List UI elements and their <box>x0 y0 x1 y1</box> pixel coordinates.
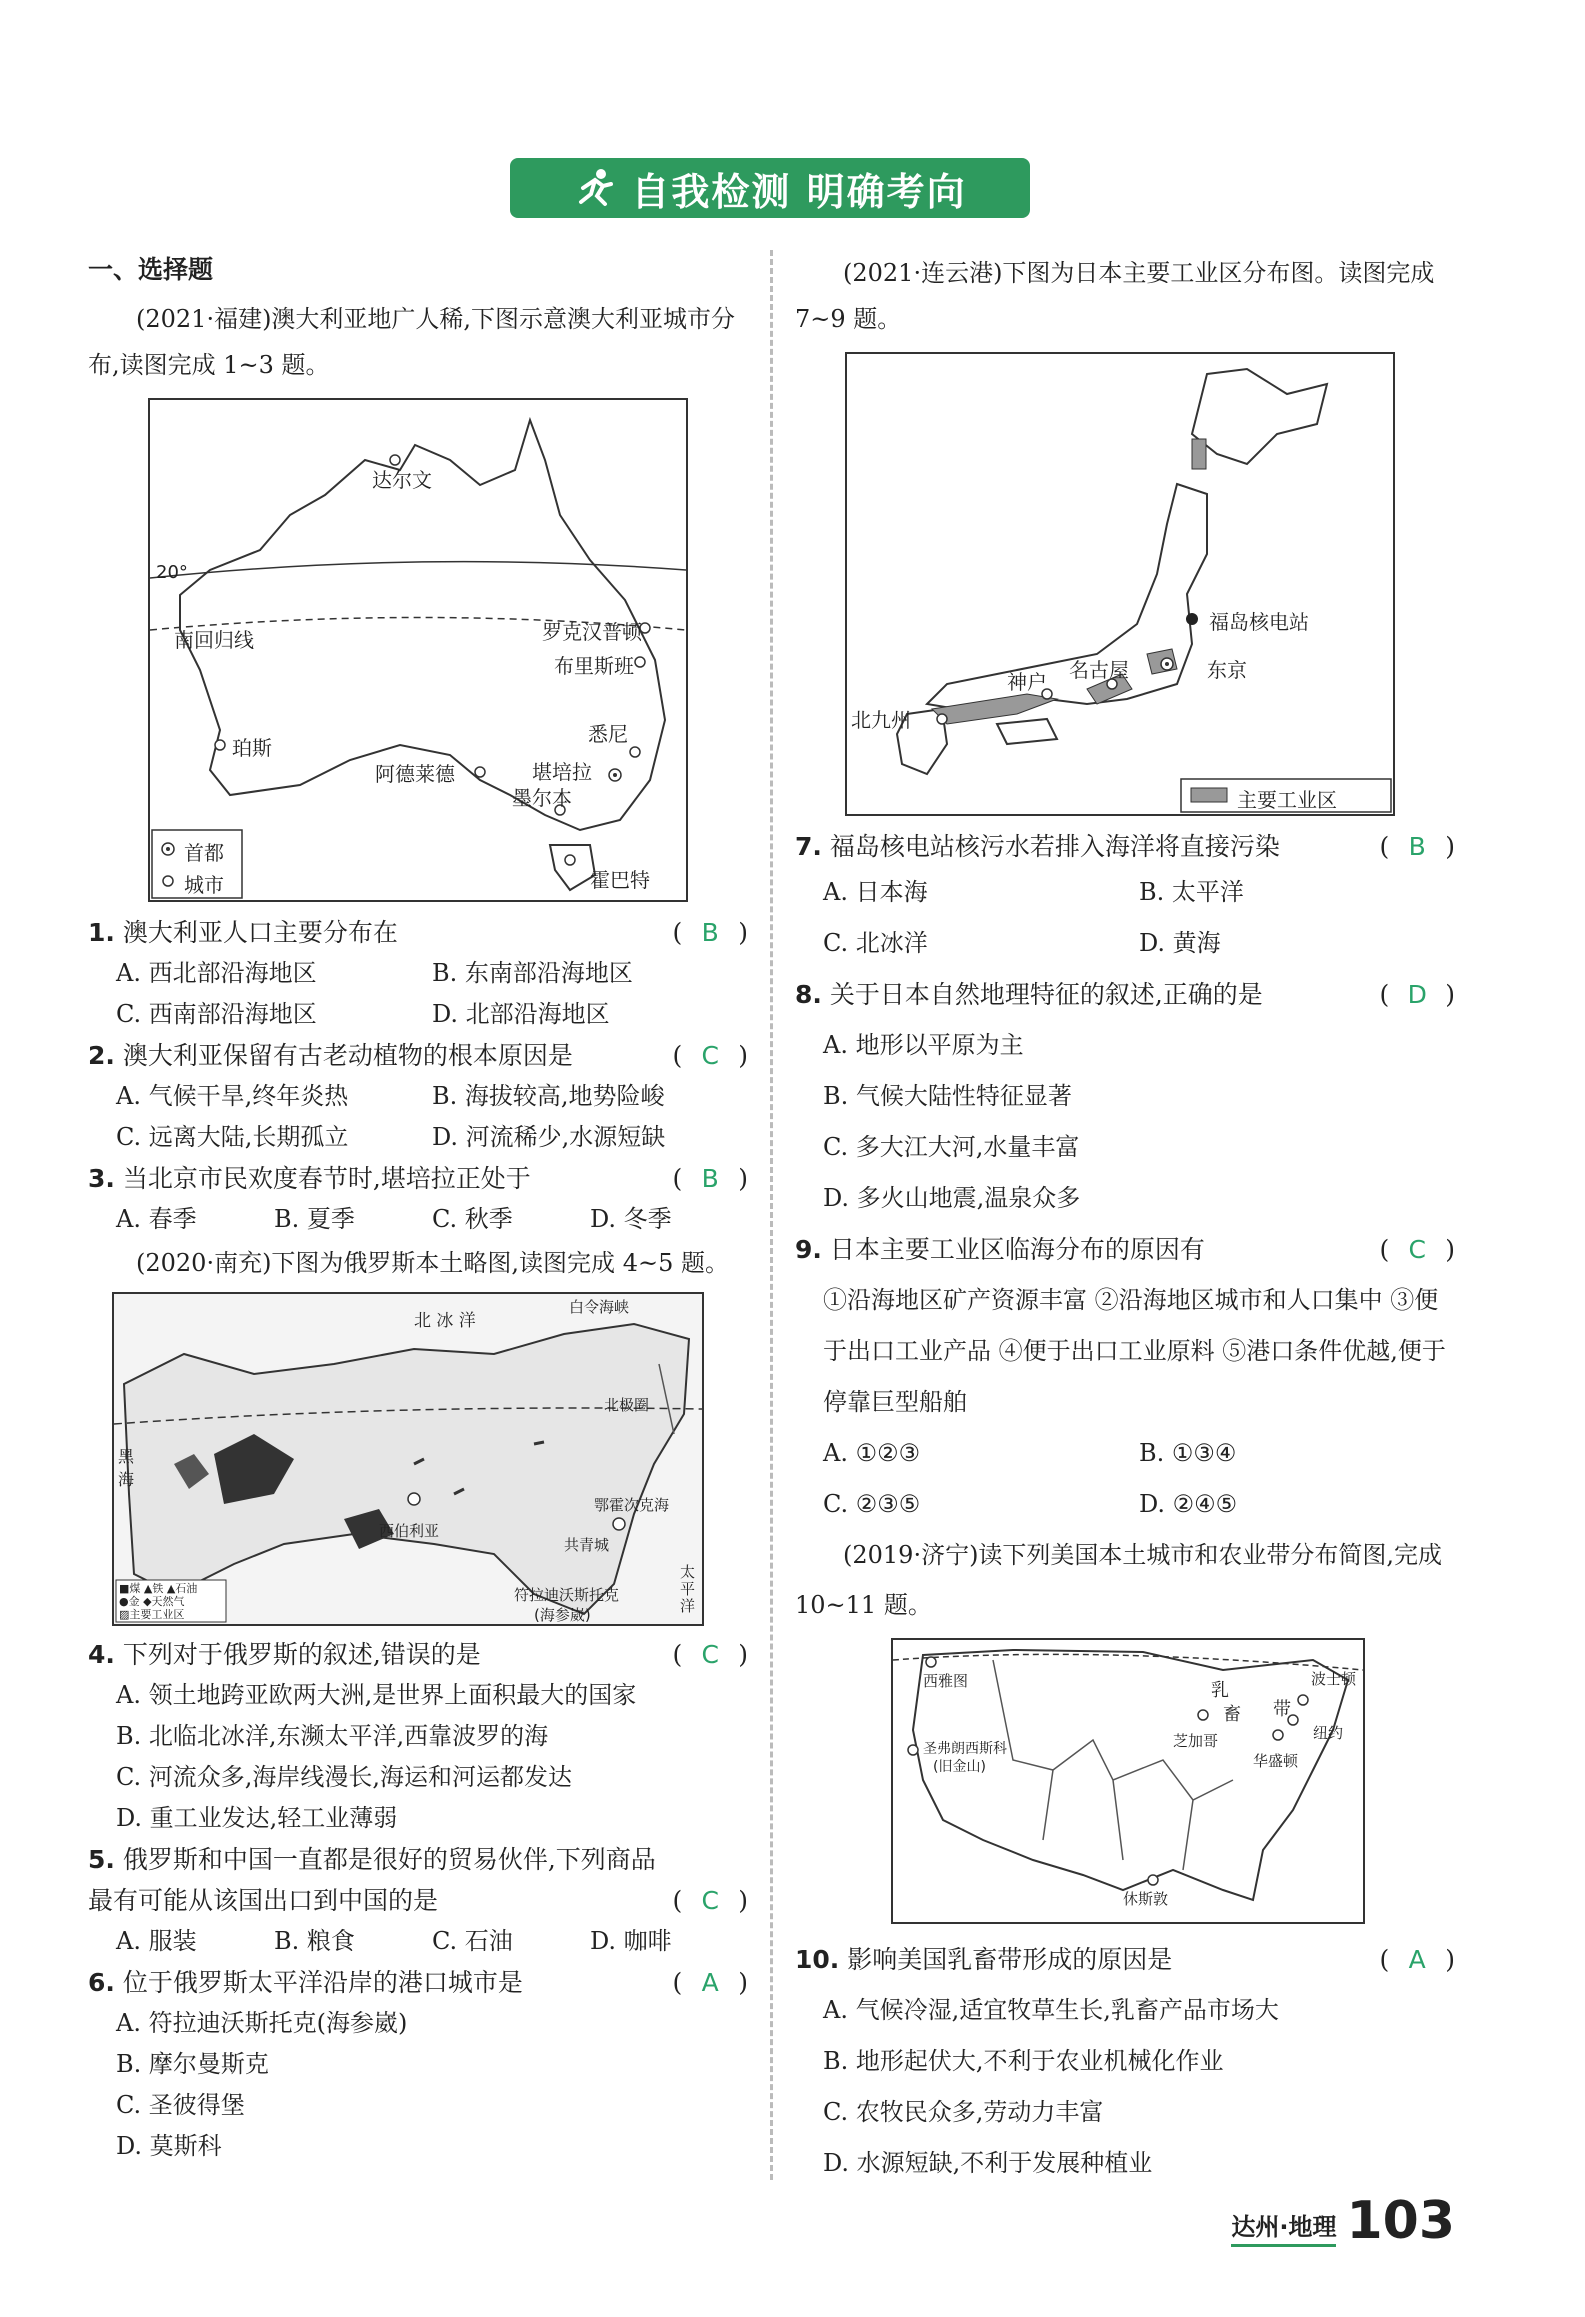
label-sydney: 悉尼 <box>588 722 628 746</box>
usa-map <box>891 1638 1365 1924</box>
q5-answer-box: ( C ) <box>672 1880 748 1921</box>
q2-option-d: D. 河流稀少,水源短缺 <box>432 1123 666 1151</box>
q1-option-b: B. 东南部沿海地区 <box>432 959 633 987</box>
q1-options <box>88 953 748 1035</box>
label-haishenwai: (海参崴) <box>534 1606 591 1624</box>
q4-option-c: C. 河流众多,海岸线漫长,海运和河运都发达 <box>116 1763 573 1791</box>
label-sf2: (旧金山) <box>933 1759 986 1775</box>
label-boston: 波士顿 <box>1311 1670 1357 1688</box>
label-pacific: 太平洋 <box>680 1563 696 1615</box>
q10-answer-box: ( A ) <box>1379 1934 1455 1985</box>
question-4 <box>88 1634 748 1675</box>
q1-answer: B <box>701 918 719 947</box>
question-9 <box>795 1224 1455 1275</box>
q1-option-a: A. 西北部沿海地区 <box>116 959 317 987</box>
q6-option-b: B. 摩尔曼斯克 <box>116 2050 269 2078</box>
q10-option-d: D. 水源短缺,不利于发展种植业 <box>823 2149 1153 2177</box>
q4-option-d: D. 重工业发达,轻工业薄弱 <box>116 1804 398 1832</box>
intro-7-9: (2021·连云港)下图为日本主要工业区分布图。读图完成 7~9 题。 <box>795 259 1435 333</box>
q9-option-c: C. ②③⑤ <box>823 1490 921 1518</box>
australia-map <box>148 398 688 902</box>
russia-outline <box>114 1294 702 1624</box>
q7-num: 7. <box>795 832 822 861</box>
q1-stem: 澳大利亚人口主要分布在 <box>122 918 398 947</box>
q4-num: 4. <box>88 1640 115 1669</box>
q3-option-a: A. 春季 <box>116 1205 197 1233</box>
label-gonqing: 共青城 <box>564 1536 610 1554</box>
label-kobe: 神户 <box>1007 670 1047 694</box>
q10-stem: 影响美国乳畜带形成的原因是 <box>847 1945 1173 1974</box>
question-6 <box>88 1962 748 2003</box>
q6-option-a: A. 符拉迪沃斯托克(海参崴) <box>116 2009 408 2037</box>
q6-stem: 位于俄罗斯太平洋沿岸的港口城市是 <box>122 1968 523 1997</box>
q2-option-a: A. 气候干旱,终年炎热 <box>116 1082 349 1110</box>
q9-stem: 日本主要工业区临海分布的原因有 <box>829 1235 1205 1264</box>
q2-stem: 澳大利亚保留有古老动植物的根本原因是 <box>122 1041 573 1070</box>
label-dairy: 乳 <box>1211 1680 1229 1701</box>
page-number: 103 <box>1346 2191 1455 2251</box>
q1-option-d: D. 北部沿海地区 <box>432 1000 610 1028</box>
q9-num: 9. <box>795 1235 822 1264</box>
label-lat20: 20° <box>156 562 188 583</box>
q9-answer: C <box>1408 1235 1426 1264</box>
q3-answer: B <box>701 1164 719 1193</box>
label-newyork: 纽约 <box>1313 1724 1344 1742</box>
q7-answer-box: ( B ) <box>1379 826 1455 867</box>
q2-answer-box: ( C ) <box>672 1035 748 1076</box>
label-vladivostok: 符拉迪沃斯托克 <box>514 1586 620 1604</box>
label-bering: 白令海峡 <box>569 1298 630 1316</box>
q9-answer-box: ( C ) <box>1379 1224 1455 1275</box>
q6-answer: A <box>701 1968 719 1997</box>
intro-4-5: (2020·南充)下图为俄罗斯本土略图,读图完成 4~5 题。 <box>136 1249 729 1277</box>
label-belt: 带 <box>1273 1699 1291 1720</box>
q8-answer-box: ( D ) <box>1379 969 1455 1020</box>
q9-statements: ①沿海地区矿产资源丰富 ②沿海地区城市和人口集中 ③便于出口工业产品 ④便于出口工业原料 ⑤港口条件优越,便于停靠巨型船舶 <box>823 1286 1446 1416</box>
footer-label: 达州·地理 <box>1231 2207 1336 2247</box>
question-10 <box>795 1934 1455 1985</box>
intro-10-11: (2019·济宁)读下列美国本土城市和农业带分布简图,完成 10~11 题。 <box>795 1541 1443 1619</box>
q8-stem: 关于日本自然地理特征的叙述,正确的是 <box>829 980 1263 1009</box>
q10-num: 10. <box>795 1945 840 1974</box>
q9-option-d: D. ②④⑤ <box>1139 1490 1238 1518</box>
russia-map <box>112 1292 704 1626</box>
label-canberra: 堪培拉 <box>532 760 592 784</box>
section-title: 一、选择题 <box>88 255 214 284</box>
q4-answer: C <box>701 1640 719 1669</box>
q8-answer: D <box>1407 980 1427 1009</box>
legend-ru-2: ●金 ◆天然气 <box>119 1595 185 1608</box>
q3-options <box>88 1199 748 1240</box>
q6-num: 6. <box>88 1968 115 1997</box>
column-divider <box>770 250 773 2180</box>
question-5 <box>88 1839 748 1921</box>
label-tropic: 南回归线 <box>174 628 254 652</box>
label-black-sea: 黑海 <box>118 1447 135 1489</box>
label-fukushima: 福岛核电站 <box>1209 610 1309 634</box>
q5-stem: 俄罗斯和中国一直都是很好的贸易伙伴,下列商品最有可能从该国出口到中国的是 <box>88 1845 656 1915</box>
legend-ru-1: ■煤 ▲铁 ▲石油 <box>119 1582 198 1595</box>
q2-options <box>88 1076 748 1158</box>
q10-answer: A <box>1408 1945 1426 1974</box>
q3-option-b: B. 夏季 <box>274 1205 355 1233</box>
japan-map <box>845 352 1395 816</box>
q2-option-c: C. 远离大陆,长期孤立 <box>116 1123 349 1151</box>
q7-options <box>795 867 1455 969</box>
q3-option-d: D. 冬季 <box>590 1205 672 1233</box>
page-footer <box>1231 2191 1455 2251</box>
q5-option-c: C. 石油 <box>432 1927 513 1955</box>
q3-answer-box: ( B ) <box>672 1158 748 1199</box>
label-arctic-circle: 北极圈 <box>604 1396 650 1414</box>
q2-answer: C <box>701 1041 719 1070</box>
q4-stem: 下列对于俄罗斯的叙述,错误的是 <box>122 1640 481 1669</box>
q8-option-c: C. 多大江大河,水量丰富 <box>823 1133 1080 1161</box>
q5-option-a: A. 服装 <box>116 1927 197 1955</box>
label-adelaide: 阿德莱德 <box>375 762 455 786</box>
legend-capital: 首都 <box>184 841 224 865</box>
right-column <box>795 250 1455 2189</box>
q6-option-c: C. 圣彼得堡 <box>116 2091 245 2119</box>
label-chicago: 芝加哥 <box>1173 1732 1219 1750</box>
left-column <box>88 250 748 2167</box>
q10-option-b: B. 地形起伏大,不利于农业机械化作业 <box>823 2047 1224 2075</box>
q8-option-d: D. 多火山地震,温泉众多 <box>823 1184 1081 1212</box>
section-banner <box>510 158 1030 218</box>
label-sf: 圣弗朗西斯科 <box>923 1741 1007 1757</box>
question-1 <box>88 912 748 953</box>
q5-answer: C <box>701 1886 719 1915</box>
question-3 <box>88 1158 748 1199</box>
label-houston: 休斯敦 <box>1123 1890 1169 1908</box>
q5-option-b: B. 粮食 <box>274 1927 355 1955</box>
label-washington: 华盛顿 <box>1253 1752 1299 1770</box>
q9-options <box>795 1428 1455 1530</box>
label-kitakyushu: 北九州 <box>851 708 911 732</box>
label-hobart: 霍巴特 <box>590 868 650 892</box>
q8-option-b: B. 气候大陆性特征显著 <box>823 1082 1072 1110</box>
q6-option-d: D. 莫斯科 <box>116 2132 222 2160</box>
q7-option-c: C. 北冰洋 <box>823 929 928 957</box>
label-arctic: 北 冰 洋 <box>414 1311 476 1331</box>
label-melbourne: 墨尔本 <box>512 786 572 810</box>
q7-stem: 福岛核电站核污水若排入海洋将直接污染 <box>829 832 1280 861</box>
label-nagoya: 名古屋 <box>1069 658 1129 682</box>
label-brisbane: 布里斯班 <box>554 654 634 678</box>
q7-answer: B <box>1408 832 1426 861</box>
q9-option-a: A. ①②③ <box>823 1439 921 1467</box>
label-darwin: 达尔文 <box>372 468 432 492</box>
label-okhotsk: 鄂霍次克海 <box>594 1496 670 1514</box>
q4-answer-box: ( C ) <box>672 1634 748 1675</box>
q7-option-a: A. 日本海 <box>823 878 928 906</box>
q7-option-b: B. 太平洋 <box>1139 878 1244 906</box>
q8-num: 8. <box>795 980 822 1009</box>
label-perth: 珀斯 <box>232 736 272 760</box>
q3-stem: 当北京市民欢度春节时,堪培拉正处于 <box>122 1164 531 1193</box>
q3-option-c: C. 秋季 <box>432 1205 513 1233</box>
q3-num: 3. <box>88 1164 115 1193</box>
q6-answer-box: ( A ) <box>672 1962 748 2003</box>
question-2 <box>88 1035 748 1076</box>
q5-option-d: D. 咖啡 <box>590 1927 672 1955</box>
q8-option-a: A. 地形以平原为主 <box>823 1031 1024 1059</box>
q7-option-d: D. 黄海 <box>1139 929 1221 957</box>
legend-city: 城市 <box>184 873 224 897</box>
q1-answer-box: ( B ) <box>672 912 748 953</box>
label-cow: 畜 <box>1223 1704 1241 1725</box>
intro-1-3: (2021·福建)澳大利亚地广人稀,下图示意澳大利亚城市分布,读图完成 1~3 题。 <box>88 305 736 379</box>
q2-option-b: B. 海拔较高,地势险峻 <box>432 1082 665 1110</box>
q10-option-c: C. 农牧民众多,劳动力丰富 <box>823 2098 1104 2126</box>
q10-option-a: A. 气候冷湿,适宜牧草生长,乳畜产品市场大 <box>823 1996 1279 2024</box>
legend-industrial: 主要工业区 <box>1237 788 1337 812</box>
legend-ru-3: ▨主要工业区 <box>119 1608 185 1621</box>
q4-option-b: B. 北临北冰洋,东濒太平洋,西靠波罗的海 <box>116 1722 549 1750</box>
q2-num: 2. <box>88 1041 115 1070</box>
q5-num: 5. <box>88 1845 115 1874</box>
question-8 <box>795 969 1455 1020</box>
label-siberia: 西伯利亚 <box>379 1522 440 1540</box>
q9-option-b: B. ①③④ <box>1139 1439 1237 1467</box>
q4-option-a: A. 领土地跨亚欧两大洲,是世界上面积最大的国家 <box>116 1681 637 1709</box>
label-tokyo: 东京 <box>1207 658 1247 682</box>
label-seattle: 西雅图 <box>923 1672 969 1690</box>
q1-num: 1. <box>88 918 115 947</box>
japan-outline <box>847 354 1393 814</box>
runner-icon <box>573 166 617 210</box>
banner-title: 自我检测 明确考向 <box>631 169 967 214</box>
q1-option-c: C. 西南部沿海地区 <box>116 1000 317 1028</box>
label-rockhampton: 罗克汉普顿 <box>542 620 642 644</box>
question-7 <box>795 826 1455 867</box>
q5-options <box>88 1921 748 1962</box>
